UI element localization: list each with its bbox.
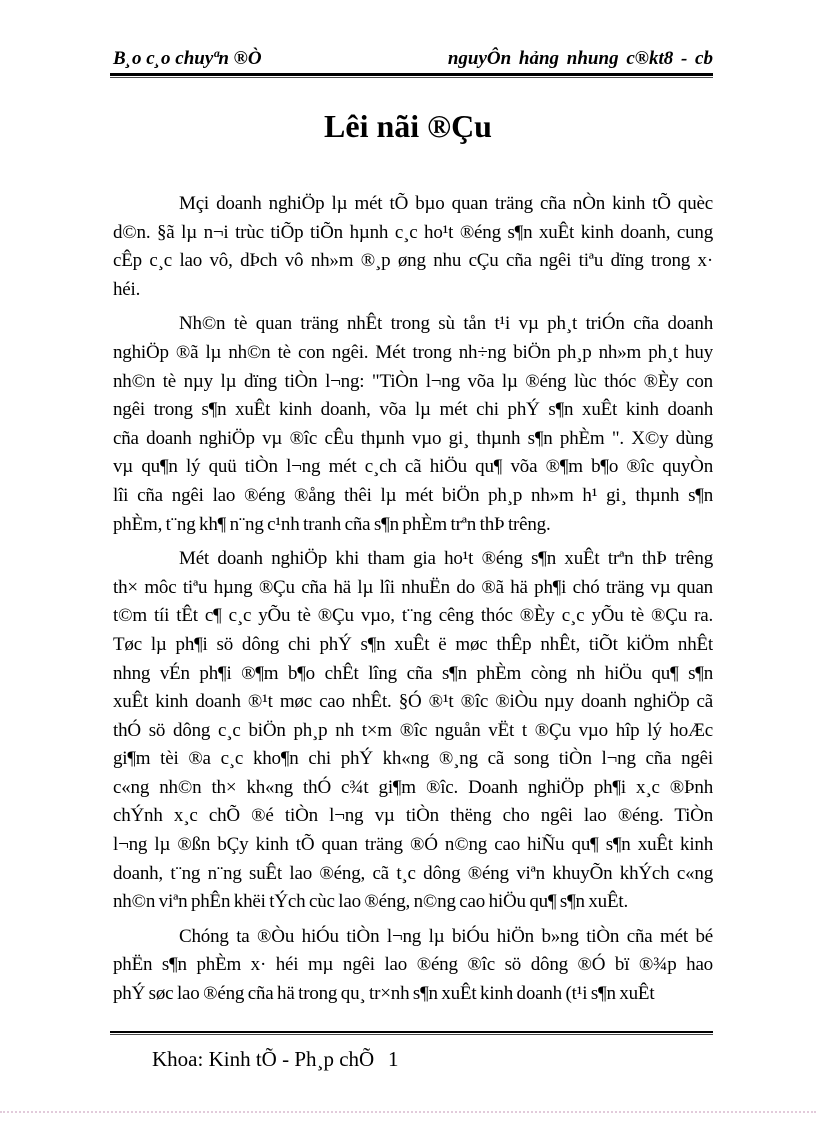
page-header — [113, 48, 713, 72]
text-line: Chóng ta ®Òu hiÓu tiÒn l¬ng lµ biÓu hiÖn b»ng tiÒn cña mét bé — [179, 925, 713, 947]
text-line: thÓ sö dông c¸c biÖn ph¸p nh t×m ®îc nguån vËt t ®Çu vµo hîp lý hoÆc — [113, 719, 713, 741]
header-left-text: B¸o c¸o chuyªn ®Ò — [113, 48, 262, 69]
text-line: phÈm, t¨ng kh¶ n¨ng c¹nh tranh cña s¶n phÈm trªn thÞ trêng. — [113, 513, 551, 535]
paragraph — [113, 545, 713, 917]
header-rule-thick-line — [110, 73, 713, 76]
text-line: doanh, t¨ng n¨ng suÊt lao ®éng, cã t¸c dông ®éng viªn khuyÕn khÝch c«ng — [113, 862, 713, 884]
page-number: 1 — [388, 1047, 399, 1071]
text-line: héi. — [113, 278, 141, 300]
header-rule-thin-line — [110, 77, 713, 78]
text-line: lîi cña ngêi lao ®éng ®ång thêi lµ mét biÖn ph¸p nh»m h¹ gi¸ thµnh s¶n — [113, 484, 713, 506]
text-line: c«ng nh©n th× kh«ng thÓ c¾t gi¶m ®îc. Doanh nghiÖp ph¶i x¸c ®Þnh — [113, 776, 713, 798]
text-line: phËn s¶n phÈm x· héi mµ ngêi lao ®éng ®îc sö dông ®Ó bï ®¾p hao — [113, 954, 713, 976]
text-line: phÝ søc lao ®éng cña hä trong qu¸ tr×nh s¶n xuÊt kinh doanh (t¹i s¶n xuÊt — [113, 983, 655, 1005]
footer-rule-thick-line — [110, 1031, 713, 1033]
text-line: Mçi doanh nghiÖp lµ mét tÕ bµo quan träng cña nÒn kinh tÕ quèc — [179, 193, 713, 214]
paragraph — [113, 923, 713, 1009]
document-body — [113, 190, 713, 1015]
paragraph — [113, 190, 713, 304]
footer-text: Khoa: Kinh tÕ - Ph¸p chÕ — [152, 1047, 375, 1071]
text-line: nghiÖp ®ã lµ nh©n tè con ngêi. Mét trong nh÷ng biÖn ph¸p nh»m ph¸t huy — [113, 341, 713, 363]
page-break-dotted-line — [0, 1111, 816, 1113]
text-line: th× môc tiªu hµng ®Çu cña hä lµ lîi nhuËn do ®ã hä ph¶i chó träng vµ quan — [113, 576, 713, 598]
text-line: gi¶m tèi ®a c¸c kho¶n chi phÝ kh«ng ®¸ng cã song tiÒn l¬ng cña ngêi — [113, 748, 713, 770]
text-line: vµ qu¶n lý quü tiÒn l¬ng mét c¸ch cã hiÖu qu¶ võa ®¶m b¶o ®îc quyÒn — [113, 456, 713, 478]
paragraph — [113, 310, 713, 539]
text-line: nhng vÉn ph¶i ®¶m b¶o chÊt lîng cña s¶n phÈm còng nh hiÖu qu¶ s¶n — [113, 662, 713, 684]
footer-rule-thin-line — [110, 1034, 713, 1035]
text-line: ngêi trong s¶n xuÊt kinh doanh, võa lµ mét chi phÝ s¶n xuÊt kinh doanh — [113, 399, 713, 421]
text-line: cña doanh nghiÖp vµ ®îc cÊu thµnh vµo gi¸ thµnh s¶n phÈm ". X©y dùng — [113, 427, 713, 449]
text-line: l¬ng lµ ®ßn bÇy kinh tÕ quan träng ®Ó n©ng cao hiÑu qu¶ s¶n xuÊt kinh — [113, 834, 713, 856]
text-line: chÝnh x¸c chÕ ®é tiÒn l¬ng vµ tiÒn thëng cho ngêi lao ®éng. TiÒn — [113, 805, 713, 827]
page-footer — [0, 1047, 816, 1075]
header-rule — [110, 73, 713, 78]
text-line: nh©n tè nµy lµ dïng tiÒn l¬ng: "TiÒn l¬ng võa lµ ®éng lùc thóc ®Èy con — [113, 370, 713, 392]
text-line: Mét doanh nghiÖp khi tham gia ho¹t ®éng s¶n xuÊt trªn thÞ trêng — [179, 548, 713, 570]
text-line: Tøc lµ ph¶i sö dông chi phÝ s¶n xuÊt ë møc thÊp nhÊt, tiÕt kiÖm nhÊt — [113, 633, 713, 655]
text-line: cÊp c¸c lao vô, dÞch vô nh»m ®¸p øng nhu cÇu cña ngêi tiªu dïng trong x· — [113, 250, 713, 272]
text-line: Nh©n tè quan träng nhÊt trong sù tån t¹i vµ ph¸t triÓn cña doanh — [179, 313, 713, 335]
document-title: Lêi nãi ®Çu — [324, 108, 492, 144]
text-line: t©m tíi tÊt c¶ c¸c yÕu tè ®Çu vµo, t¨ng cêng thóc ®Èy c¸c yÕu tè ®Çu ra. — [113, 605, 713, 627]
text-line: d©n. §ã lµ n¬i trùc tiÕp tiÕn hµnh c¸c ho¹t ®éng s¶n xuÊt kinh doanh, cung — [113, 221, 713, 243]
text-line: nh©n viªn phÊn khëi tÝch cùc lao ®éng, n©ng cao hiÖu qu¶ s¶n xuÊt. — [113, 891, 629, 913]
header-right-text: nguyÔn hảng nhung c®kt8 - cb — [447, 48, 713, 69]
text-line: xuÊt kinh doanh ®¹t møc cao nhÊt. §Ó ®¹t ®îc ®iÒu nµy doanh nghiÖp cã — [113, 691, 713, 713]
footer-rule — [110, 1031, 713, 1035]
